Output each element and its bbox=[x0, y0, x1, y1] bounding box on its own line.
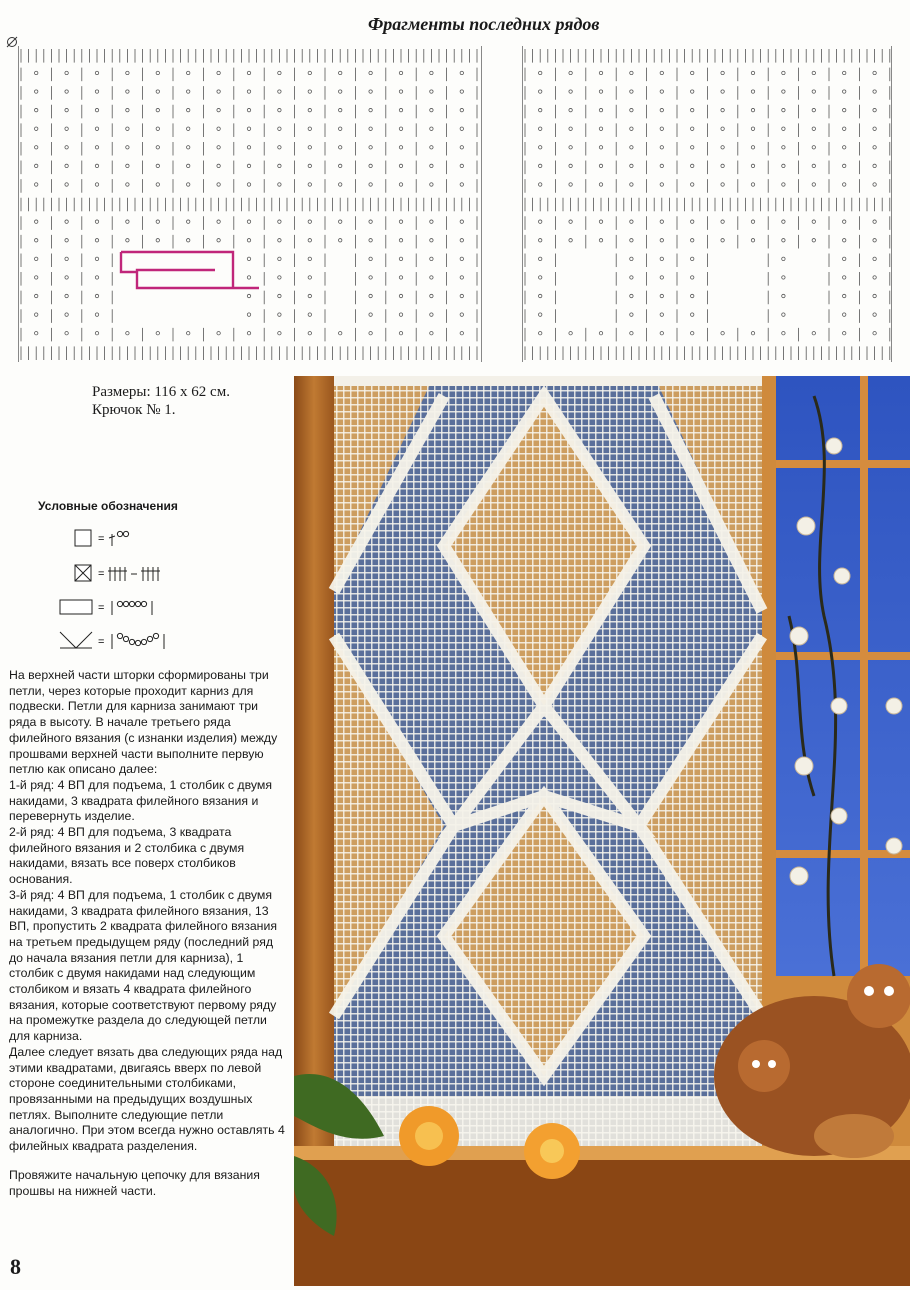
empty-square-symbol-icon bbox=[58, 526, 168, 550]
legend-row-empty-square bbox=[58, 525, 168, 551]
hook-line: Крючок № 1. bbox=[92, 402, 176, 418]
long-rectangle-symbol-icon bbox=[58, 595, 198, 619]
stitch-chart-left-grid bbox=[19, 46, 481, 362]
instruction-paragraph: 3-й ряд: 4 ВП для подъема, 1 столбик с двумя накидами, 3 квадрата филейного вязания, 13 ВП, пропустить 2 квадрата филейного вязания на третьем предыдущем ряду (последний ряд до начала вязания петли для карниза), 1 столбик с двумя накидами над следующим столбиком и вязать 4 квадрата филейного вязания, которые соответствуют первому ряду на промежутке раздела до следующей петли для карниза. bbox=[9, 887, 278, 1044]
filled-square-symbol-icon bbox=[58, 561, 198, 585]
null-symbol-icon bbox=[6, 36, 18, 48]
page-number: 8 bbox=[10, 1254, 21, 1279]
instructions-text bbox=[9, 668, 285, 1199]
svg-text:=: = bbox=[98, 533, 105, 545]
instruction-paragraph: На верхней части шторки сформированы три петли, через которые проходит карниз для подвески. Петли для карниза занимают три ряда в высоту. В начале третьего ряда филейного вязания (с изнанки изделия) между прошвами верхней части выполните первую петлю как описано далее: bbox=[9, 668, 278, 777]
highlighted-row-path bbox=[121, 252, 259, 288]
stitch-chart-right bbox=[522, 46, 892, 362]
specs-block bbox=[92, 383, 230, 419]
legend-row-v-shape bbox=[58, 628, 198, 654]
curtain-photo bbox=[294, 376, 910, 1286]
legend-title: Условные обозначения bbox=[38, 499, 178, 513]
instruction-paragraph: 1-й ряд: 4 ВП для подъема, 1 столбик с двумя накидами, 3 квадрата филейного вязания и перевернуть изделие. bbox=[9, 777, 272, 824]
page-title: Фрагменты последних рядов bbox=[368, 14, 600, 34]
svg-text:=: = bbox=[98, 602, 105, 614]
instruction-paragraph: 2-й ряд: 4 ВП для подъема, 3 квадрата филейного вязания и 2 столбика с двумя накидами, вязать все поверх столбиков основания. bbox=[9, 825, 245, 887]
v-shape-symbol-icon bbox=[58, 628, 198, 654]
stitch-chart-left bbox=[18, 46, 482, 362]
svg-text:=: = bbox=[98, 568, 105, 580]
final-note: Провяжите начальную цепочку для вязания прошвы на нижней части. bbox=[9, 1167, 260, 1198]
svg-text:=: = bbox=[98, 636, 105, 648]
legend-row-filled-square bbox=[58, 560, 198, 586]
instruction-paragraph: Далее следует вязать два следующих ряда над этими квадратами, двигаясь вверх по левой стороне соединительными столбиками, провязанными на предыдущих воздушных петлях. Выполните следующие петли аналогично. При этом всегда нужно оставлять 4 филейных квадрата разделения. bbox=[9, 1044, 285, 1154]
legend-row-long-rectangle bbox=[58, 594, 198, 620]
stitch-chart-right-grid bbox=[523, 46, 891, 362]
size-line: Размеры: 116 х 62 см. bbox=[92, 384, 230, 400]
